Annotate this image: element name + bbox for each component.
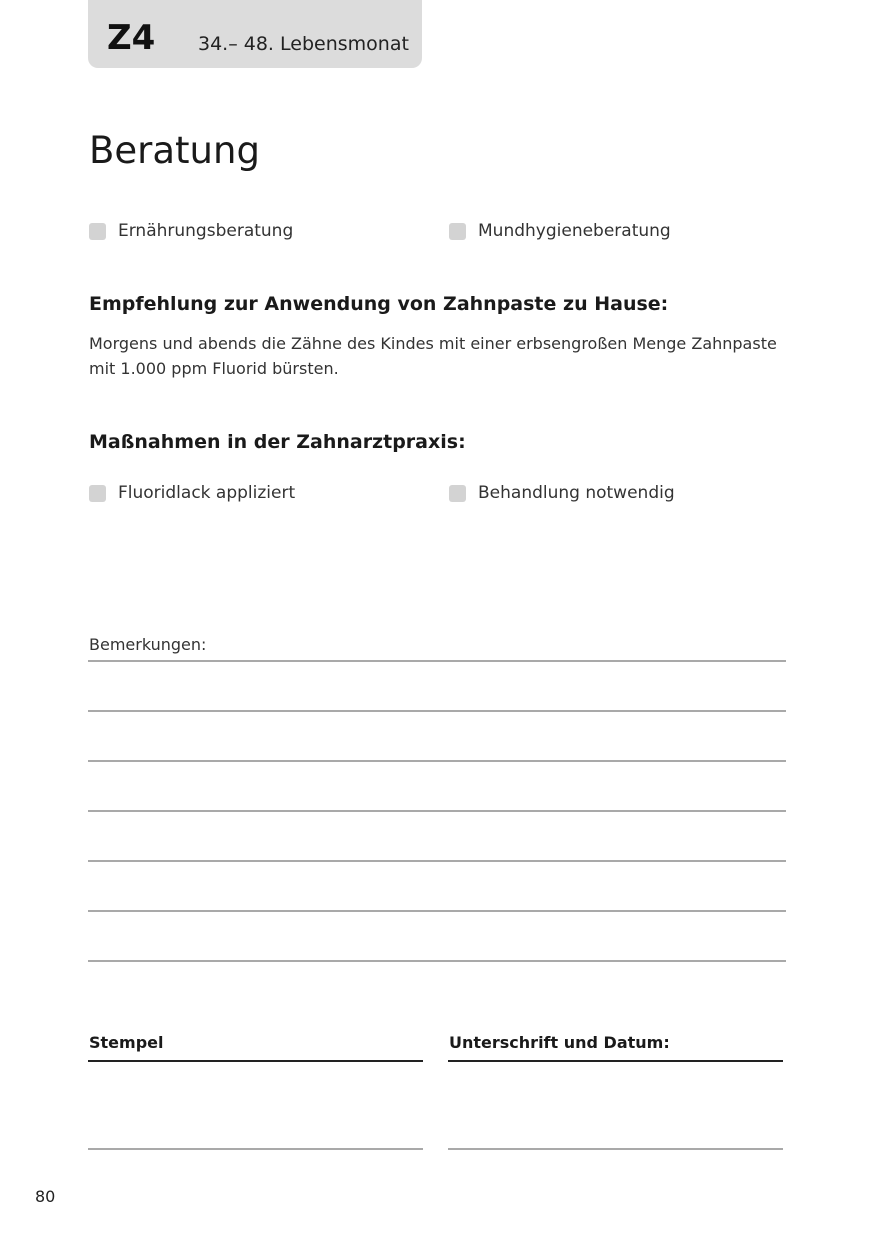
behandlung-checkbox[interactable]: [449, 485, 466, 502]
option-ernaehrungsberatung[interactable]: [89, 219, 293, 243]
remarks-line[interactable]: [88, 960, 786, 962]
ernaehrungsberatung-label: Ernährungsberatung: [118, 221, 294, 241]
signature-date-label: Unterschrift und Datum:: [449, 1033, 670, 1052]
remarks-line[interactable]: [88, 810, 786, 812]
fluoridlack-label: Fluoridlack appliziert: [118, 483, 296, 503]
chapter-tab: [88, 0, 422, 68]
page-number: 80: [35, 1187, 56, 1206]
empfehlung-heading: Empfehlung zur Anwendung von Zahnpaste zu Hause:: [89, 293, 669, 315]
behandlung-label: Behandlung notwendig: [478, 483, 675, 503]
option-fluoridlack[interactable]: [89, 481, 295, 505]
stamp-line[interactable]: [88, 1148, 423, 1150]
stamp-header-rule: [88, 1060, 423, 1062]
page-title: Beratung: [89, 129, 260, 172]
option-mundhygieneberatung[interactable]: [449, 219, 671, 243]
signature-header-rule: [448, 1060, 783, 1062]
empfehlung-text: Morgens und abends die Zähne des Kindes mit einer erbsengroßen Menge Zahnpaste mit 1.000 ppm Fluorid bürsten.: [89, 334, 777, 378]
remarks-line[interactable]: [88, 860, 786, 862]
fluoridlack-checkbox[interactable]: [89, 485, 106, 502]
option-behandlung[interactable]: [449, 481, 675, 505]
ernaehrungsberatung-checkbox[interactable]: [89, 223, 106, 240]
remarks-line[interactable]: [88, 760, 786, 762]
mundhygieneberatung-label: Mundhygieneberatung: [478, 221, 671, 241]
remarks-line[interactable]: [88, 910, 786, 912]
remarks-label: Bemerkungen:: [89, 635, 207, 654]
remarks-line[interactable]: [88, 710, 786, 712]
remarks-line[interactable]: [88, 660, 786, 662]
chapter-subtitle: 34.– 48. Lebensmonat: [198, 33, 409, 55]
massnahmen-heading: Maßnahmen in der Zahnarztpraxis:: [89, 431, 466, 453]
signature-line[interactable]: [448, 1148, 783, 1150]
stamp-label: Stempel: [89, 1033, 164, 1052]
mundhygieneberatung-checkbox[interactable]: [449, 223, 466, 240]
chapter-code: Z4: [107, 18, 156, 58]
